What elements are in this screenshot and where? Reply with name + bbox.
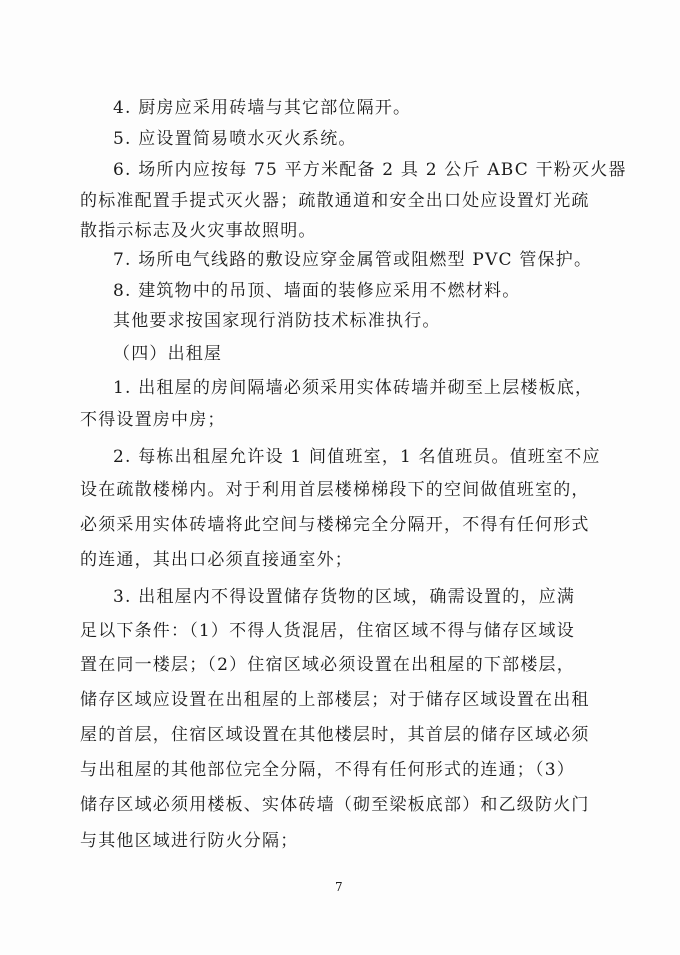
text-line: 储存区域应设置在出租屋的上部楼层；对于储存区域设置在出租 — [80, 690, 590, 710]
text-line: 3. 出租屋内不得设置储存货物的区域，确需设置的，应满 — [113, 587, 576, 607]
section-heading: （四）出租屋 — [113, 344, 223, 364]
text-line: 与出租屋的其他部位完全分隔，不得有任何形式的连通；（3） — [80, 760, 575, 780]
text-line: 必须采用实体砖墙将此空间与楼梯完全分隔开，不得有任何形式 — [80, 515, 590, 535]
text-line: 散指示标志及火灾事故照明。 — [80, 221, 317, 241]
text-line: 7. 场所电气线路的敷设应穿金属管或阻燃型 PVC 管保护。 — [113, 250, 593, 270]
text-line: 2. 每栋出租屋允许设 1 间值班室，1 名值班员。值班室不应 — [113, 447, 601, 467]
text-line: 与其他区域进行防火分隔； — [80, 831, 299, 851]
text-line: 的连通，其出口必须直接通室外； — [80, 550, 353, 570]
text-line: 6. 场所内应按每 75 平方米配备 2 具 2 公斤 ABC 干粉灭火器 — [113, 160, 627, 180]
text-line: 屋的首层，住宿区域设置在其他楼层时，其首层的储存区域必须 — [80, 725, 590, 745]
text-line: 4. 厨房应采用砖墙与其它部位隔开。 — [113, 98, 412, 118]
text-line: 储存区域必须用楼板、实体砖墙（砌至梁板底部）和乙级防火门 — [80, 795, 590, 815]
text-line: 5. 应设置简易喷水灭火系统。 — [113, 129, 357, 149]
page-number: 7 — [335, 880, 343, 894]
text-line: 其他要求按国家现行消防技术标准执行。 — [113, 311, 441, 331]
text-line: 8. 建筑物中的吊顶、墙面的装修应采用不燃材料。 — [113, 281, 521, 301]
text-line: 不得设置房中房； — [80, 410, 226, 430]
text-line: 足以下条件：（1）不得人货混居，住宿区域不得与储存区域设 — [80, 621, 575, 641]
text-line: 1. 出租屋的房间隔墙必须采用实体砖墙并砌至上层楼板底， — [113, 378, 594, 398]
text-line: 置在同一楼层；（2）住宿区域必须设置在出租屋的下部楼层， — [80, 655, 575, 675]
text-line: 的标准配置手提式灭火器；疏散通道和安全出口处应设置灯光疏 — [80, 191, 590, 211]
text-line: 设在疏散楼梯内。对于利用首层楼梯梯段下的空间做值班室的， — [80, 480, 590, 500]
